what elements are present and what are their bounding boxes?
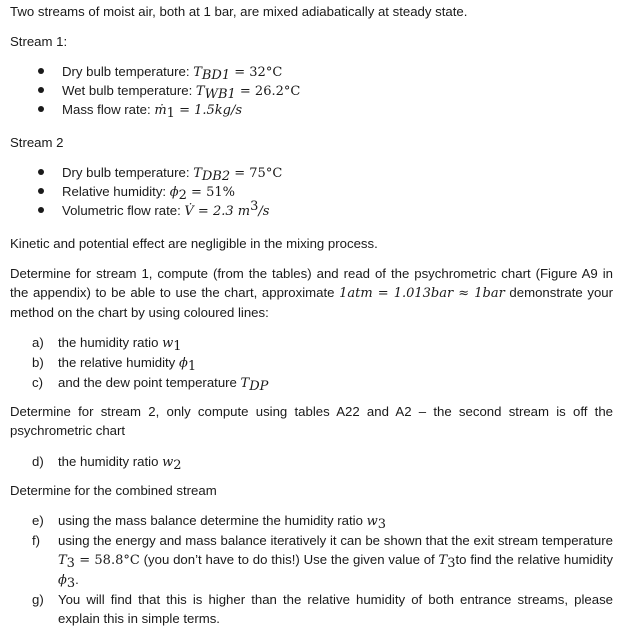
paragraph-text: Determine for stream 1, compute (from the tables) and read of the psychrometric chart (Figure A9 in the appendix) to be able to use the chart, approximate (10, 266, 613, 300)
part-text: and the dew point temperature (58, 375, 241, 390)
item-label: Dry bulb temperature: (62, 64, 194, 79)
math-symbol: T (193, 166, 202, 181)
math-symbol: ϕ (58, 573, 67, 588)
math-symbol: T (58, 553, 67, 568)
math-symbol: T (193, 65, 202, 80)
item-label: Volumetric flow rate: (62, 203, 185, 218)
math-subscript: 3 (66, 556, 75, 571)
part-text: the relative humidity (58, 355, 179, 370)
part-f (32, 531, 613, 590)
math-subscript: 2 (173, 458, 182, 473)
math-symbol: V̇ (184, 204, 194, 219)
part-d (32, 452, 182, 472)
part-label: d) (32, 454, 44, 469)
bullet-icon (38, 207, 44, 213)
kinetic-note: Kinetic and potential effect are negligible in the mixing process. (10, 236, 378, 251)
math-subscript: WB1 (204, 87, 236, 102)
item-label: Wet bulb temperature: (62, 83, 196, 98)
stream2-item-dry-bulb (32, 163, 282, 182)
item-value: = 26.2°C (235, 84, 301, 99)
part-text: using the energy and mass balance iteratively it can be shown that the exit stream temperature (58, 533, 613, 548)
math-symbol: T (438, 553, 448, 568)
math-subscript: 3 (377, 517, 387, 532)
stream1-item-wet-bulb (32, 81, 300, 100)
math-subscript: 3 (66, 576, 76, 591)
item-value: = 2.3 m (193, 204, 251, 219)
item-value: = 32°C (230, 65, 283, 80)
math-subscript: 2 (178, 188, 187, 203)
bullet-icon (38, 169, 44, 175)
stream1-item-dry-bulb (32, 62, 300, 81)
item-value: = 51% (186, 185, 235, 200)
math-symbol: T (240, 376, 250, 391)
math-symbol: w (162, 455, 174, 470)
part-label: b) (32, 355, 44, 370)
parts1-list (32, 333, 268, 393)
math-superscript: 3 (250, 199, 259, 214)
part-text: the humidity ratio (58, 454, 163, 469)
math-symbol: w (366, 514, 378, 529)
part-text: using the mass balance determine the humidity ratio (58, 513, 367, 528)
parts3-list (32, 511, 613, 628)
part-label: c) (32, 375, 43, 390)
part-b (32, 353, 268, 373)
bullet-icon (38, 68, 44, 74)
stream2-item-volumetric-flow (32, 201, 282, 220)
stream1-heading: Stream 1: (10, 34, 68, 49)
math-symbol: ϕ (178, 356, 188, 371)
math-symbol: w (162, 336, 174, 351)
part-label: e) (32, 513, 44, 528)
item-label: Relative humidity: (62, 184, 170, 199)
stream1-list (32, 62, 300, 119)
math-subscript: BD1 (201, 68, 231, 83)
item-label: Mass flow rate: (62, 102, 155, 117)
item-unit: /s (258, 204, 270, 219)
part-c (32, 373, 268, 393)
math-subscript: DB2 (201, 169, 231, 184)
determine-combined-text: Determine for the combined stream (10, 483, 217, 498)
part-label: a) (32, 335, 44, 350)
bullet-icon (38, 106, 44, 112)
math-subscript: 3 (447, 556, 456, 571)
item-value: = 1.5kg/s (174, 103, 243, 118)
part-text: the humidity ratio (58, 335, 163, 350)
stream2-heading: Stream 2 (10, 135, 64, 150)
math-symbol: ϕ (169, 185, 179, 200)
math-symbol: ṁ (154, 103, 167, 118)
stream2-item-relative-humidity (32, 182, 282, 201)
paragraph-text: demonstrate your method on the chart by using coloured lines: (10, 285, 614, 320)
determine-stream2-text: Determine for stream 2, only compute using tables A22 and A2 – the second stream is off the psychrometric chart (10, 404, 613, 438)
part-e (32, 511, 613, 531)
math-subscript: 1 (187, 359, 197, 374)
part-text: to find the relative humidity (455, 552, 613, 567)
math-subscript: 1 (173, 339, 182, 354)
part-a (32, 333, 268, 353)
part-text: (you don’t have to do this!) Use the given value of (139, 552, 439, 567)
part-text: . (75, 572, 79, 587)
stream2-list (32, 163, 282, 220)
item-label: Dry bulb temperature: (62, 165, 194, 180)
part-text: You will find that this is higher than the relative humidity of both entrance streams, please explain this in simple terms. (58, 592, 613, 626)
math-subscript: DP (249, 379, 269, 394)
parts2-list (32, 452, 182, 472)
intro-text: Two streams of moist air, both at 1 bar, are mixed adiabatically at steady state. (10, 4, 468, 19)
part-label: g) (32, 592, 44, 607)
part-g (32, 590, 613, 628)
determine-stream1-text (10, 264, 613, 322)
bullet-icon (38, 188, 44, 194)
math-expression: 1atm = 1.013bar ≈ 1bar (339, 286, 505, 301)
bullet-icon (38, 87, 44, 93)
item-value: = 75°C (230, 166, 283, 181)
math-value: = 58.8°C (74, 553, 140, 568)
part-label: f) (32, 533, 41, 548)
math-subscript: 1 (166, 106, 175, 121)
math-symbol: T (195, 84, 205, 99)
stream1-item-mass-flow (32, 100, 300, 119)
